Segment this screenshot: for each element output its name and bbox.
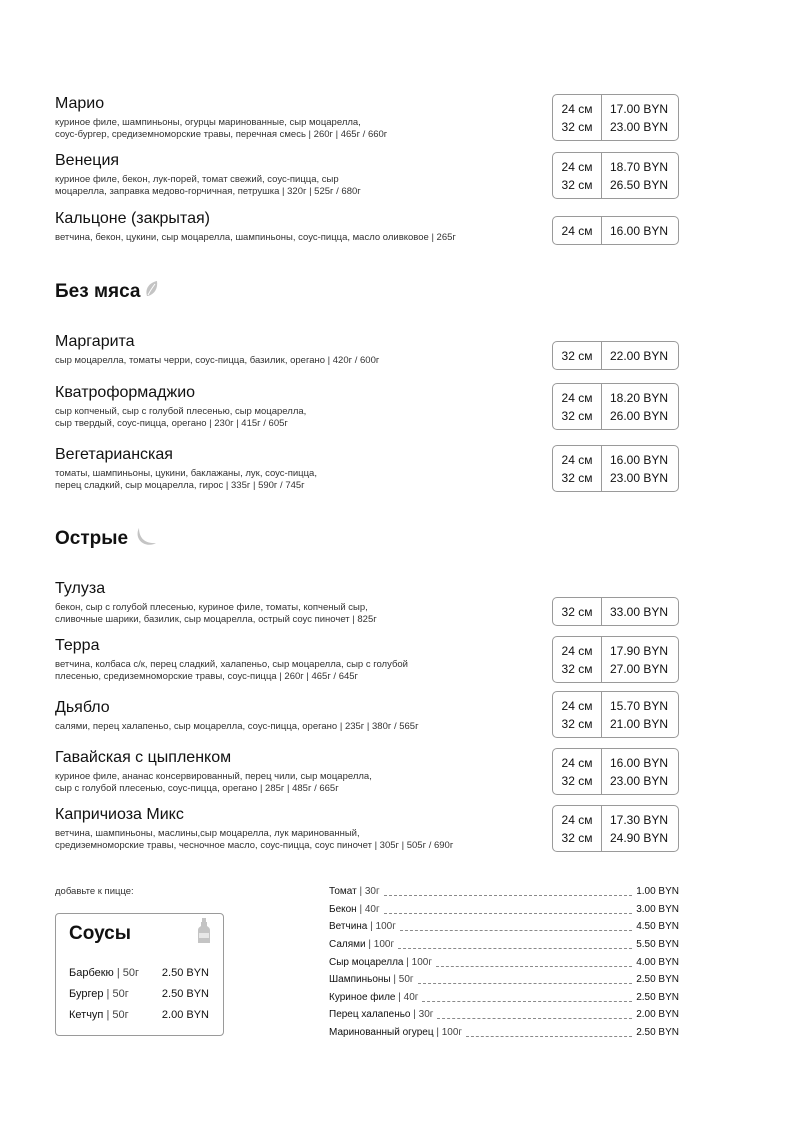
dotted-leader: [437, 1018, 632, 1019]
size-label: 24 см: [561, 223, 593, 238]
topping-row: [329, 938, 679, 952]
item-description: сыр моцарелла, томаты черри, соус-пицца, базилик, орегано | 420г / 600г: [55, 355, 380, 366]
price-box: [552, 94, 679, 141]
price-box: [552, 341, 679, 370]
chili-pepper-icon: [135, 525, 159, 549]
dotted-leader: [422, 1001, 632, 1002]
menu-item-margarita: [55, 332, 679, 367]
item-name: Кватроформаджио: [55, 384, 196, 401]
topping-name: Бекон: [329, 904, 357, 915]
menu-item-quattro-formaggi: [55, 383, 679, 430]
item-description: бекон, сыр с голубой плесенью, куриное филе, томаты, копченый сыр, сливочные шарики, базилик, сыр моцарелла, острый соус пиночет | 825г: [55, 602, 377, 625]
topping-name: Маринованный огурец: [329, 1027, 434, 1038]
size-label: 24 см: [561, 812, 593, 827]
leaf-icon: [144, 279, 160, 299]
dotted-leader: [436, 966, 632, 967]
sauces-box: [55, 913, 224, 1036]
topping-name: Ветчина: [329, 921, 368, 932]
item-name: Терра: [55, 637, 100, 654]
price-label: 18.20 BYN: [610, 390, 669, 405]
price-label: 22.00 BYN: [610, 348, 669, 363]
dotted-leader: [384, 895, 633, 896]
item-name: Марио: [55, 95, 105, 112]
sauce-price: 2.50 BYN: [161, 988, 209, 1000]
topping-weight: | 40г: [356, 904, 380, 915]
menu-item-mario: [55, 94, 679, 141]
sauce-weight: | 50г: [103, 988, 129, 1000]
price-label: 27.00 BYN: [610, 661, 669, 676]
topping-weight: | 100г: [403, 957, 432, 968]
price-box: [552, 216, 679, 245]
addons-label: добавьте к пицце:: [55, 886, 134, 897]
price-label: 33.00 BYN: [610, 604, 669, 619]
topping-price: 2.50 BYN: [636, 992, 679, 1003]
topping-price: 2.50 BYN: [636, 974, 679, 985]
topping-price: 2.00 BYN: [636, 1009, 679, 1020]
size-label: 32 см: [561, 604, 593, 619]
item-name: Капричиоза Микс: [55, 806, 184, 823]
menu-item-venezia: [55, 151, 679, 198]
item-description: томаты, шампиньоны, цукини, баклажаны, лук, соус-пицца, перец сладкий, сыр моцарелла, гирос | 335г | 590г / 745г: [55, 468, 317, 491]
sauce-weight: | 50г: [113, 967, 140, 979]
item-description: салями, перец халапеньо, сыр моцарелла, соус-пицца, орегано | 235г | 380г / 565г: [55, 721, 419, 732]
topping-price: 3.00 BYN: [636, 904, 679, 915]
price-label: 18.70 BYN: [610, 159, 669, 174]
topping-weight: | 30г: [410, 1009, 434, 1020]
dotted-leader: [384, 913, 633, 914]
price-label: 16.00 BYN: [610, 755, 669, 770]
price-box: [552, 597, 679, 626]
sauce-price: 2.00 BYN: [161, 1009, 209, 1021]
sauce-name: Бургер: [69, 988, 104, 1000]
item-description: сыр копченый, сыр с голубой плесенью, сыр моцарелла, сыр твердый, соус-пицца, орегано | 230г | 415г / 605г: [55, 406, 307, 429]
price-box: [552, 748, 679, 795]
price-label: 21.00 BYN: [610, 716, 669, 731]
item-description: куриное филе, ананас консервированный, перец чили, сыр моцарелла, сыр с голубой плесенью, соус-пицца, орегано | 285г | 485г / 665г: [55, 771, 372, 794]
price-label: 15.70 BYN: [610, 698, 669, 713]
size-label: 32 см: [561, 348, 593, 363]
topping-row: [329, 991, 679, 1005]
sauce-name: Кетчуп: [69, 1009, 104, 1021]
price-box: [552, 445, 679, 492]
topping-price: 2.50 BYN: [636, 1027, 679, 1038]
topping-price: 1.00 BYN: [636, 886, 679, 897]
topping-weight: | 100г: [365, 939, 395, 950]
sauce-weight: | 50г: [103, 1009, 129, 1021]
sauce-bottle-icon: [197, 918, 211, 944]
dotted-leader: [398, 948, 632, 949]
item-name: Маргарита: [55, 333, 135, 350]
price-box: [552, 152, 679, 199]
item-name: Венеция: [55, 152, 120, 169]
size-label: 24 см: [561, 159, 593, 174]
price-label: 17.00 BYN: [610, 101, 669, 116]
topping-price: 4.50 BYN: [636, 921, 679, 932]
topping-row: [329, 903, 679, 917]
size-label: 24 см: [561, 390, 593, 405]
size-label: 32 см: [561, 830, 593, 845]
menu-item-terra: [55, 636, 679, 683]
price-label: 24.90 BYN: [610, 830, 669, 845]
size-label: 24 см: [561, 755, 593, 770]
price-box: [552, 383, 679, 430]
size-label: 32 см: [561, 408, 593, 423]
dotted-leader: [418, 983, 633, 984]
topping-price: 4.00 BYN: [636, 957, 679, 968]
size-label: 32 см: [561, 119, 593, 134]
item-name: Вегетарианская: [55, 446, 173, 463]
dotted-leader: [466, 1036, 632, 1037]
topping-name: Куриное филе: [329, 992, 396, 1003]
topping-row: [329, 956, 679, 970]
size-label: 24 см: [561, 101, 593, 116]
topping-price: 5.50 BYN: [636, 939, 679, 950]
topping-row: [329, 1008, 679, 1022]
topping-name: Перец халапеньо: [329, 1009, 411, 1020]
topping-weight: | 30г: [356, 886, 380, 897]
size-label: 32 см: [561, 177, 593, 192]
topping-weight: | 40г: [395, 992, 419, 1003]
menu-item-calzone: [55, 209, 679, 244]
menu-item-vegetarian: [55, 445, 679, 492]
section-title-spicy: Острые: [55, 528, 129, 549]
size-label: 24 см: [561, 452, 593, 467]
price-label: 23.00 BYN: [610, 470, 669, 485]
menu-item-toulouse: [55, 579, 679, 626]
item-name: Гавайская с цыпленком: [55, 749, 232, 766]
price-label: 17.30 BYN: [610, 812, 669, 827]
menu-item-capricciosa-mix: [55, 805, 679, 852]
price-label: 23.00 BYN: [610, 119, 669, 134]
size-label: 32 см: [561, 470, 593, 485]
topping-row: [329, 973, 679, 987]
size-label: 32 см: [561, 773, 593, 788]
price-label: 26.50 BYN: [610, 177, 669, 192]
price-label: 17.90 BYN: [610, 643, 669, 658]
topping-name: Шампиньоны: [329, 974, 391, 985]
item-description: куриное филе, бекон, лук-порей, томат свежий, соус-пицца, сыр моцарелла, заправка медово-горчичная, петрушка | 320г | 525г / 680г: [55, 174, 361, 197]
size-label: 24 см: [561, 698, 593, 713]
price-box: [552, 691, 679, 738]
section-title-meatless: Без мяса: [55, 281, 141, 302]
topping-name: Томат: [329, 886, 357, 897]
topping-name: Салями: [329, 939, 366, 950]
size-label: 32 см: [561, 661, 593, 676]
price-box: [552, 805, 679, 852]
topping-row: [329, 1026, 679, 1040]
sauces-title: Соусы: [69, 923, 131, 944]
topping-weight: | 100г: [433, 1027, 463, 1038]
topping-name: Сыр моцарелла: [329, 957, 404, 968]
topping-row: [329, 885, 679, 899]
item-name: Кальцоне (закрытая): [55, 210, 210, 227]
item-description: куриное филе, шампиньоны, огурцы маринованные, сыр моцарелла, соус-бургер, средиземноморские травы, перечная смесь | 260г | 465г / 660г: [55, 117, 388, 140]
item-description: ветчина, колбаса с/к, перец сладкий, халапеньо, сыр моцарелла, сыр с голубой плесенью, средиземноморские травы, соус-пицца | 260г | 465г / 645г: [55, 659, 408, 682]
price-label: 16.00 BYN: [610, 452, 669, 467]
item-name: Тулуза: [55, 580, 106, 597]
price-label: 23.00 BYN: [610, 773, 669, 788]
price-box: [552, 636, 679, 683]
sauce-name: Барбекю: [69, 967, 114, 979]
size-label: 32 см: [561, 716, 593, 731]
item-name: Дьябло: [55, 699, 110, 716]
price-label: 16.00 BYN: [610, 223, 669, 238]
dotted-leader: [400, 930, 632, 931]
topping-weight: | 100г: [367, 921, 396, 932]
topping-weight: | 50г: [390, 974, 414, 985]
sauce-price: 2.50 BYN: [161, 967, 209, 979]
item-description: ветчина, шампиньоны, маслины,сыр моцарелла, лук маринованный, средиземноморские травы, чесночное масло, соус-пицца, соус пиночет | 305г | 505г / 690г: [55, 828, 454, 851]
item-description: ветчина, бекон, цукини, сыр моцарелла, шампиньоны, соус-пицца, масло оливковое | 265г: [55, 232, 456, 243]
size-label: 24 см: [561, 643, 593, 658]
price-label: 26.00 BYN: [610, 408, 669, 423]
menu-item-diablo: [55, 698, 679, 733]
menu-item-hawaiian-chicken: [55, 748, 679, 795]
topping-row: [329, 920, 679, 934]
